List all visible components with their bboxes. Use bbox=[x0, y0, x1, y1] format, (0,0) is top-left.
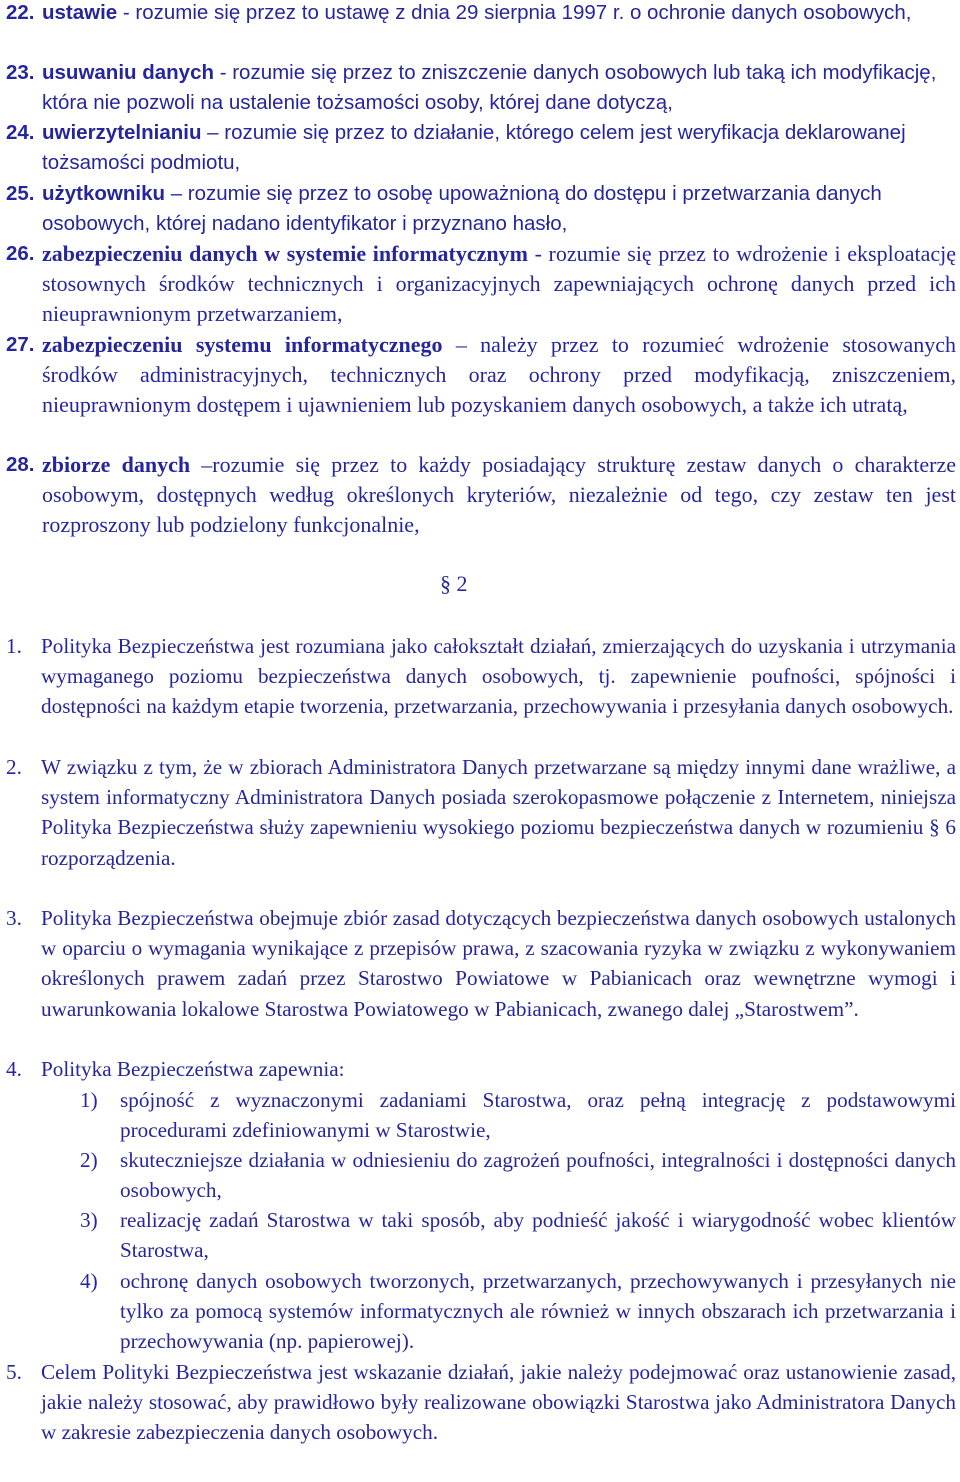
subitem-2 bbox=[80, 1145, 956, 1205]
definition-number: 26. bbox=[6, 242, 35, 265]
paragraph-3 bbox=[6, 903, 956, 1024]
definition-24 bbox=[6, 118, 956, 178]
subitem-number: 1) bbox=[80, 1088, 98, 1112]
paragraph-number: 5. bbox=[6, 1360, 22, 1384]
subitem-number: 2) bbox=[80, 1148, 98, 1172]
definition-text: - rozumie się przez to ustawę z dnia 29 sierpnia 1997 r. o ochronie danych osobowych, bbox=[117, 1, 912, 24]
subitem-text: spójność z wyznaczonymi zadaniami Starostwa, oraz pełną integrację z podstawowymi procedurami zdefiniowanymi w Starostwie, bbox=[120, 1088, 956, 1143]
definition-text: – rozumie się przez to osobę upoważnioną do dostępu i przetwarzania danych osobowych, której nadano identyfikator i przyznano hasło, bbox=[42, 182, 882, 236]
subitem-number: 3) bbox=[80, 1208, 98, 1232]
definition-23 bbox=[6, 58, 956, 118]
paragraph-text: Polityka Bezpieczeństwa obejmuje zbiór zasad dotyczących bezpieczeństwa danych osobowych ustalonych w oparciu o wymagania wynikające z przepisów prawa, z szacowania ryzyka w związku z wykonywaniem określonych prawem zadań przez Starostwo Powiatowe w Pabianicach oraz wewnętrzne wymogi i uwarunkowania lokalowe Starostwa Powiatowego w Pabianicach, zwanego dalej „Starostwem”. bbox=[41, 906, 956, 1021]
paragraph-number: 2. bbox=[6, 755, 22, 779]
definition-term: użytkowniku bbox=[42, 182, 166, 205]
definition-27 bbox=[6, 330, 956, 421]
definition-22 bbox=[6, 0, 956, 28]
definition-text: – rozumie się przez to działanie, którego celem jest weryfikacja deklarowanej tożsamości podmiotu, bbox=[42, 121, 906, 175]
definition-term: zabezpieczeniu systemu informatycznego bbox=[42, 332, 443, 357]
paragraph-2 bbox=[6, 752, 956, 873]
definition-26 bbox=[6, 239, 956, 330]
definition-number: 28. bbox=[6, 453, 35, 476]
paragraph-text: Polityka Bezpieczeństwa jest rozumiana jako całokształt działań, zmierzających do uzyskania i utrzymania wymaganego poziomu bezpieczeństwa danych osobowych, tj. zapewnienie poufności, spójności i dostępności na każdym etapie tworzenia, przetwarzania, przechowywania i przesyłania danych osobowych. bbox=[41, 634, 956, 719]
paragraph-number: 1. bbox=[6, 634, 22, 658]
definition-term: zbiorze danych bbox=[42, 452, 191, 477]
definition-text: - rozumie się przez to zniszczenie danych osobowych lub taką ich modyfikację, która nie pozwoli na ustalenie tożsamości osoby, której dane dotyczą, bbox=[42, 61, 937, 115]
paragraph-number: 4. bbox=[6, 1057, 22, 1081]
paragraph-text: Polityka Bezpieczeństwa zapewnia: bbox=[41, 1057, 345, 1081]
definition-term: uwierzytelnianiu bbox=[42, 121, 202, 144]
definition-number: 27. bbox=[6, 333, 35, 356]
paragraph-4 bbox=[6, 1054, 956, 1084]
definition-28 bbox=[6, 450, 956, 541]
definition-text: - rozumie się przez to wdrożenie i eksploatację stosownych środków technicznych i organizacyjnych zapewniających ochronę danych przed ich nieuprawnionym przetwarzaniem, bbox=[42, 241, 957, 327]
paragraph-5 bbox=[6, 1357, 956, 1448]
definition-term: ustawie bbox=[42, 1, 118, 24]
subitem-1 bbox=[80, 1085, 956, 1145]
definition-25 bbox=[6, 179, 956, 239]
subitem-text: skuteczniejsze działania w odniesieniu do zagrożeń poufności, integralności i dostępności danych osobowych, bbox=[120, 1148, 956, 1203]
definition-term: zabezpieczeniu danych w systemie informatycznym bbox=[42, 241, 528, 266]
definition-number: 22. bbox=[6, 1, 35, 24]
definition-term: usuwaniu danych bbox=[42, 61, 214, 84]
paragraph-text: Celem Polityki Bezpieczeństwa jest wskazanie działań, jakie należy podejmować oraz ustanowienie zasad, jakie należy stosować, aby prawidłowo były realizowane obowiązki Starostwa jako Administratora Danych w zakresie zabezpieczenia danych osobowych. bbox=[41, 1360, 956, 1445]
definition-number: 25. bbox=[6, 182, 35, 205]
definition-text: – należy przez to rozumieć wdrożenie stosowanych środków administracyjnych, technicznych oraz ochrony przed modyfikacją, zniszczeniem, nieuprawnionym dostępem i ujawnieniem lub pozyskaniem danych osobowych, a także ich utratą, bbox=[42, 332, 956, 418]
subitem-text: realizację zadań Starostwa w taki sposób, aby podnieść jakość i wiarygodność wobec klientów Starostwa, bbox=[120, 1208, 956, 1263]
subitem-3 bbox=[80, 1205, 956, 1265]
section-heading: § 2 bbox=[440, 571, 468, 596]
paragraph-1 bbox=[6, 631, 956, 722]
paragraph-number: 3. bbox=[6, 906, 22, 930]
definition-number: 24. bbox=[6, 121, 35, 144]
definition-number: 23. bbox=[6, 61, 35, 84]
subitem-number: 4) bbox=[80, 1269, 98, 1293]
paragraph-text: W związku z tym, że w zbiorach Administratora Danych przetwarzane są między innymi dane wrażliwe, a system informatyczny Administratora Danych posiada szerokopasmowe połączenie z Internetem, niniejsza Polityka Bezpieczeństwa służy zapewnieniu wysokiego poziomu bezpieczeństwa danych w rozumieniu § 6 rozporządzenia. bbox=[41, 755, 956, 870]
subitem-4 bbox=[80, 1266, 956, 1357]
subitem-text: ochronę danych osobowych tworzonych, przetwarzanych, przechowywanych i przesyłanych nie tylko za pomocą systemów informatycznych ale również w innych obszarach ich przetwarzania i przechowywania (np. papierowej). bbox=[120, 1269, 956, 1354]
definition-text: –rozumie się przez to każdy posiadający strukturę zestaw danych o charakterze osobowym, dostępnych według określonych kryteriów, niezależnie od tego, czy zestaw ten jest rozproszony lub podzielony funkcjonalnie, bbox=[42, 452, 956, 538]
